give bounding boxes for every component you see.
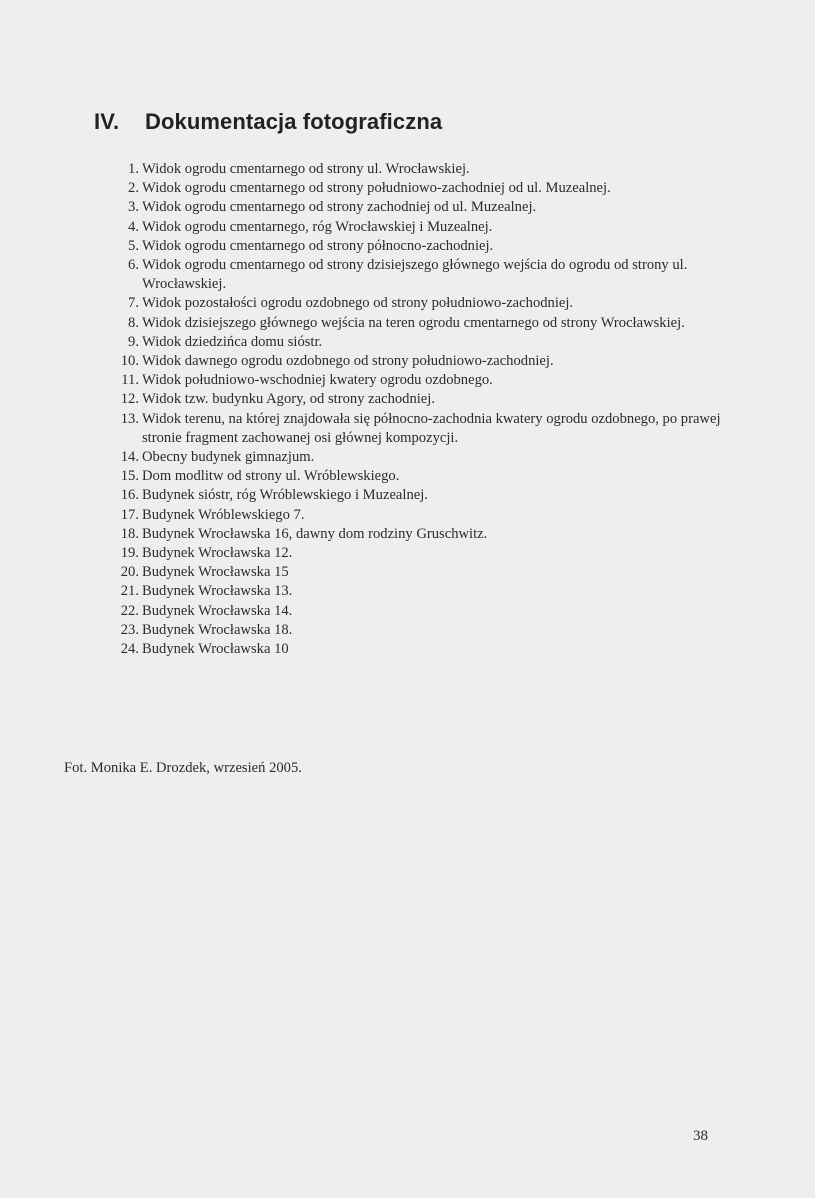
list-item-text: Widok dziedzińca domu sióstr. xyxy=(142,333,323,350)
list-item-text: Budynek Wrocławska 13. xyxy=(142,583,293,600)
list-item xyxy=(102,621,722,640)
list-item xyxy=(102,160,722,179)
list-item xyxy=(102,544,722,563)
list-item-text: Widok ogrodu cmentarnego od strony dzisiejszego głównego wejścia do ogrodu od strony ul. Wrocławskiej. xyxy=(142,257,688,293)
list-item-number: 1. xyxy=(128,161,139,177)
section-heading xyxy=(94,109,442,135)
list-item-number: 3. xyxy=(128,199,139,216)
photo-list xyxy=(102,160,722,659)
list-item-number: 6. xyxy=(128,257,139,274)
list-item-text: Budynek Wrocławska 16, dawny dom rodziny Gruschwitz. xyxy=(142,525,488,542)
list-item-number: 9. xyxy=(128,333,139,350)
list-item-number: 2. xyxy=(128,180,139,197)
list-item xyxy=(102,294,722,313)
section-title: Dokumentacja fotograficzna xyxy=(145,109,443,134)
list-item xyxy=(102,410,722,448)
list-item-text: Budynek Wrocławska 12. xyxy=(142,545,293,562)
list-item-number: 24. xyxy=(120,641,139,658)
list-item-number: 8. xyxy=(128,314,139,331)
list-item-number: 14. xyxy=(120,449,139,466)
list-item xyxy=(102,602,722,621)
list-item-number: 4. xyxy=(128,218,139,235)
list-item-number: 11. xyxy=(121,372,139,389)
list-item xyxy=(102,256,722,294)
list-item-number: 15. xyxy=(120,468,139,485)
list-item-text: Widok tzw. budynku Agory, od strony zachodniej. xyxy=(142,391,435,408)
list-item-number: 21. xyxy=(120,583,139,600)
list-item-text: Budynek Wrocławska 15 xyxy=(142,564,289,581)
list-item xyxy=(102,352,722,371)
list-item xyxy=(102,218,722,237)
list-item-number: 17. xyxy=(120,506,139,523)
list-item-number: 5. xyxy=(128,237,139,254)
list-item-text: Budynek Wróblewskiego 7. xyxy=(142,506,305,523)
list-item-text: Widok ogrodu cmentarnego od strony ul. Wrocławskiej. xyxy=(142,161,470,177)
list-item-text: Budynek Wrocławska 18. xyxy=(142,621,293,638)
list-item-text: Budynek Wrocławska 14. xyxy=(142,602,293,619)
list-item xyxy=(102,179,722,198)
list-item xyxy=(102,371,722,390)
list-item-number: 23. xyxy=(120,621,139,638)
list-item xyxy=(102,467,722,486)
list-item-text: Widok pozostałości ogrodu ozdobnego od strony południowo-zachodniej. xyxy=(142,295,574,312)
list-item-number: 18. xyxy=(120,525,139,542)
list-item-number: 20. xyxy=(120,564,139,581)
list-item xyxy=(102,448,722,467)
list-item-text: Widok ogrodu cmentarnego od strony zachodniej od ul. Muzealnej. xyxy=(142,199,537,216)
list-item-text: Budynek sióstr, róg Wróblewskiego i Muzealnej. xyxy=(142,487,428,504)
list-item-text: Budynek Wrocławska 10 xyxy=(142,641,289,658)
list-item-number: 16. xyxy=(120,487,139,504)
list-item-text: Widok ogrodu cmentarnego od strony północno-zachodniej. xyxy=(142,237,494,254)
list-item xyxy=(102,525,722,544)
list-item xyxy=(102,198,722,217)
list-item xyxy=(102,390,722,409)
page-number: 38 xyxy=(693,1128,708,1144)
list-item-number: 19. xyxy=(120,545,139,562)
list-item xyxy=(102,563,722,582)
section-number: IV. xyxy=(94,109,120,134)
list-item-text: Dom modlitw od strony ul. Wróblewskiego. xyxy=(142,468,400,485)
list-item xyxy=(102,237,722,256)
photo-credit: Fot. Monika E. Drozdek, wrzesień 2005. xyxy=(64,760,302,776)
list-item-text: Widok dzisiejszego głównego wejścia na teren ogrodu cmentarnego od strony Wrocławskiej. xyxy=(142,314,685,331)
list-item xyxy=(102,582,722,601)
list-item-text: Obecny budynek gimnazjum. xyxy=(142,449,315,466)
list-item-number: 13. xyxy=(120,410,139,427)
list-item xyxy=(102,486,722,505)
list-item-number: 22. xyxy=(120,602,139,619)
list-item xyxy=(102,506,722,525)
list-item-text: Widok ogrodu cmentarnego, róg Wrocławskiej i Muzealnej. xyxy=(142,218,493,235)
list-item-number: 12. xyxy=(120,391,139,408)
list-item-number: 10. xyxy=(120,353,139,370)
list-item xyxy=(102,314,722,333)
list-item xyxy=(102,333,722,352)
list-item-text: Widok terenu, na której znajdowała się północno-zachodnia kwatery ogrodu ozdobnego, po prawej stronie fragment zachowanej osi głównej kompozycji. xyxy=(142,410,721,446)
list-item-text: Widok dawnego ogrodu ozdobnego od strony południowo-zachodniej. xyxy=(142,353,554,370)
list-item-text: Widok południowo-wschodniej kwatery ogrodu ozdobnego. xyxy=(142,372,493,389)
list-item-number: 7. xyxy=(128,295,139,312)
list-item xyxy=(102,640,722,659)
list-item-text: Widok ogrodu cmentarnego od strony południowo-zachodniej od ul. Muzealnej. xyxy=(142,180,611,197)
